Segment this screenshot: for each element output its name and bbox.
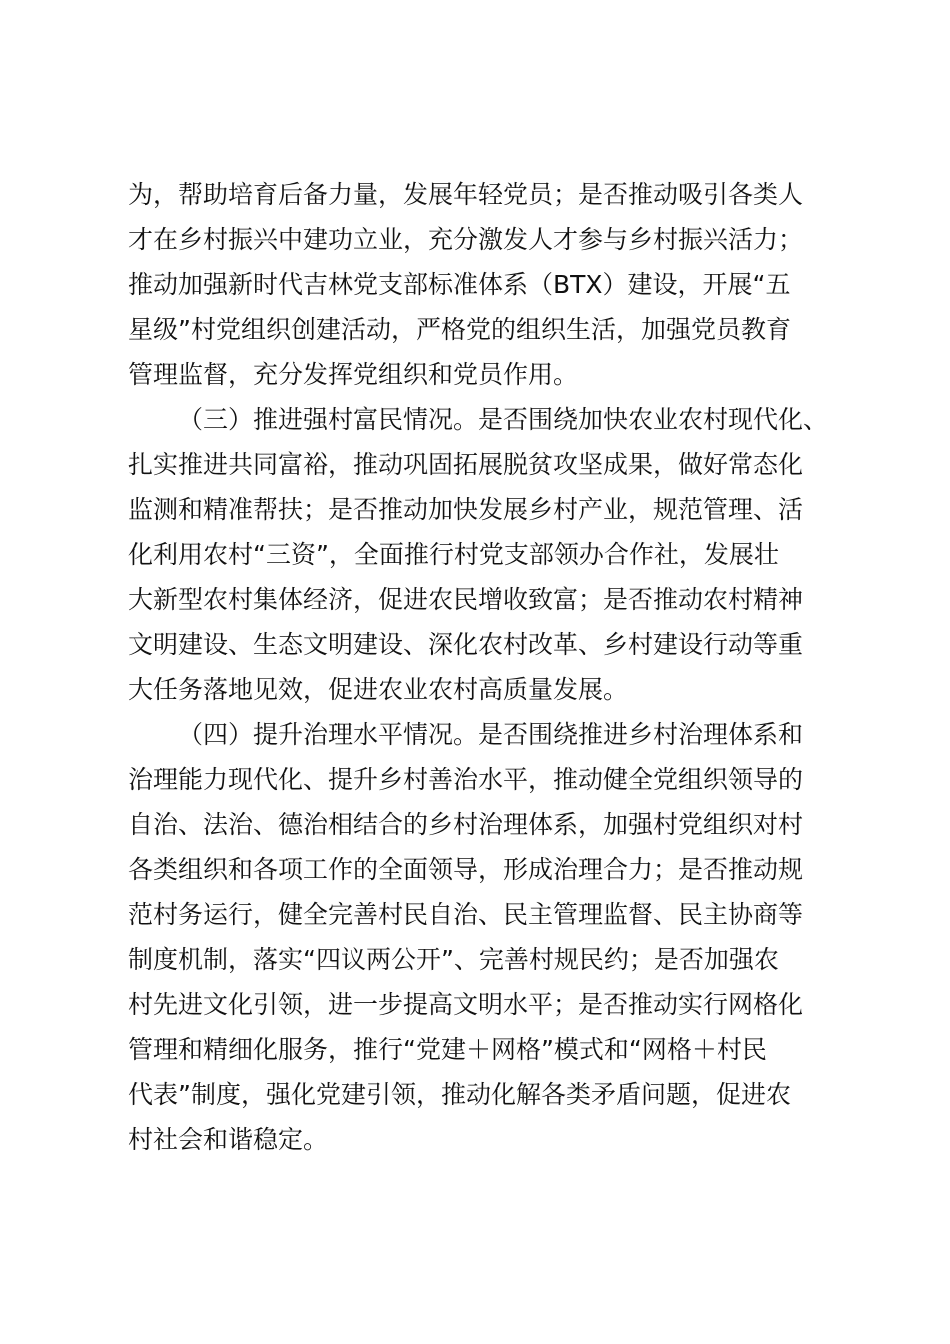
paragraph-line: 大新型农村集体经济，促进农民增收致富；是否推动农村精神 — [128, 585, 804, 614]
paragraph-line: 监测和精准帮扶；是否推动加快发展乡村产业，规范管理、活 — [128, 495, 804, 524]
section-four-heading-line: （四）提升治理水平情况。是否围绕推进乡村治理体系和 — [178, 720, 804, 749]
paragraph-line: 星级”村党组织创建活动，严格党的组织生活，加强党员教育 — [128, 315, 791, 344]
paragraph-line: 扎实推进共同富裕，推动巩固拓展脱贫攻坚成果，做好常态化 — [128, 450, 804, 479]
paragraph-line: 文明建设、生态文明建设、深化农村改革、乡村建设行动等重 — [128, 630, 804, 659]
section-three-heading-line: （三）推进强村富民情况。是否围绕加快农业农村现代化、 — [178, 405, 829, 434]
paragraph-line: 各类组织和各项工作的全面领导，形成治理合力；是否推动规 — [128, 855, 804, 884]
paragraph-line: 治理能力现代化、提升乡村善治水平，推动健全党组织领导的 — [128, 765, 804, 794]
paragraph-line: 大任务落地见效，促进农业农村高质量发展。 — [128, 675, 629, 704]
paragraph-line: 管理监督，充分发挥党组织和党员作用。 — [128, 360, 579, 389]
paragraph-line: 才在乡村振兴中建功立业，充分激发人才参与乡村振兴活力； — [128, 225, 804, 254]
paragraph-line: 自治、法治、德治相结合的乡村治理体系，加强村党组织对村 — [128, 810, 804, 839]
paragraph-line: 管理和精细化服务，推行“党建＋网格”模式和“网格＋村民 — [128, 1035, 767, 1064]
paragraph-line: 村先进文化引领，进一步提高文明水平；是否推动实行网格化 — [128, 990, 804, 1019]
paragraph-line: 为，帮助培育后备力量，发展年轻党员；是否推动吸引各类人 — [128, 180, 804, 209]
document-body — [128, 172, 838, 1162]
paragraph-line: 村社会和谐稳定。 — [128, 1125, 329, 1154]
paragraph-line: 代表”制度，强化党建引领，推动化解各类矛盾问题，促进农 — [128, 1080, 791, 1109]
paragraph-line: 推动加强新时代吉林党支部标准体系（BTX）建设，开展“五 — [128, 270, 791, 299]
paragraph-line: 制度机制，落实“四议两公开”、完善村规民约；是否加强农 — [128, 945, 779, 974]
paragraph-line: 范村务运行，健全完善村民自治、民主管理监督、民主协商等 — [128, 900, 804, 929]
paragraph-line: 化利用农村“三资”，全面推行村党支部领办合作社，发展壮 — [128, 540, 779, 569]
